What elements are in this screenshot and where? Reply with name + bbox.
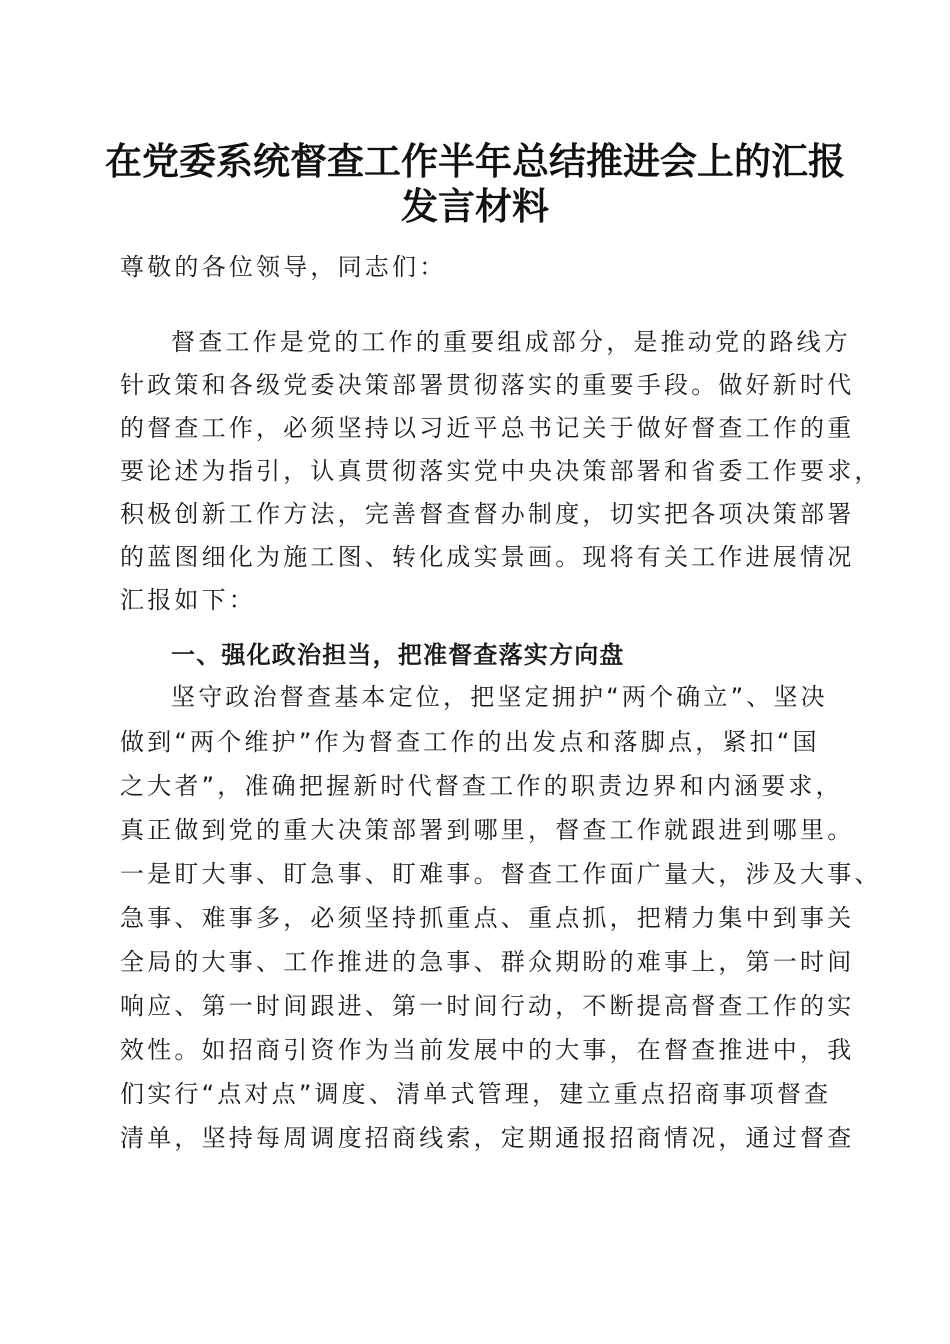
document-title-line-2: 发言材料 [401, 184, 549, 228]
paragraph-line: 坚守政治督查基本定位，把坚定拥护“两个确立”、坚决 [171, 683, 828, 711]
paragraph-line: 一是盯大事、盯急事、盯难事。督查工作面广量大，涉及大事、 [120, 860, 882, 888]
intro-line: 汇报如下： [120, 586, 256, 614]
paragraph-line: 效性。如招商引资作为当前发展中的大事，在督查推进中，我 [120, 1036, 855, 1064]
intro-line: 要论述为指引，认真贯彻落实党中央决策部署和省委工作要求， [120, 457, 882, 485]
paragraph-line: 清单，坚持每周调度招商线索，定期通报招商情况，通过督查 [120, 1124, 855, 1152]
paragraph-line: 们实行“点对点”调度、清单式管理，建立重点招商事项督查 [120, 1080, 832, 1108]
intro-line: 的督查工作，必须坚持以习近平总书记关于做好督查工作的重 [120, 414, 855, 442]
section-heading: 一、强化政治担当，把准督查落实方向盘 [171, 641, 625, 669]
intro-line: 的蓝图细化为施工图、转化成实景画。现将有关工作进展情况 [120, 543, 855, 571]
paragraph-line: 做到“两个维护”作为督查工作的出发点和落脚点，紧扣“国 [120, 728, 820, 756]
salutation: 尊敬的各位领导，同志们： [120, 253, 447, 281]
intro-line: 针政策和各级党委决策部署贯彻落实的重要手段。做好新时代 [120, 371, 855, 399]
document-title-line-1: 在党委系统督查工作半年总结推进会上的汇报 [105, 139, 845, 183]
paragraph-line: 真正做到党的重大决策部署到哪里，督查工作就跟进到哪里。 [120, 816, 855, 844]
paragraph-line: 全局的大事、工作推进的急事、群众期盼的难事上，第一时间 [120, 948, 855, 976]
paragraph-line: 急事、难事多，必须坚持抓重点、重点抓，把精力集中到事关 [120, 904, 855, 932]
intro-line: 督查工作是党的工作的重要组成部分，是推动党的路线方 [171, 328, 851, 356]
paragraph-line: 之大者”，准确把握新时代督查工作的职责边界和内涵要求， [120, 772, 843, 800]
intro-line: 积极创新工作方法，完善督查督办制度，切实把各项决策部署 [120, 500, 855, 528]
paragraph-line: 响应、第一时间跟进、第一时间行动，不断提高督查工作的实 [120, 992, 855, 1020]
